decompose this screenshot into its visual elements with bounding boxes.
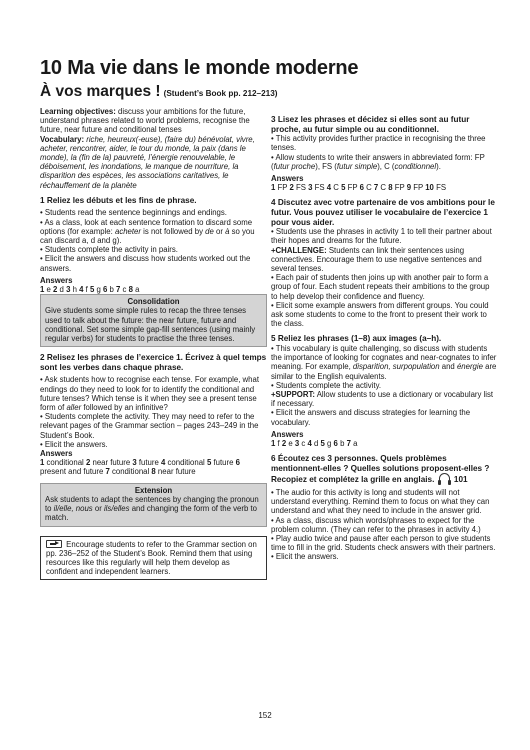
page-number: 152 [258,711,272,720]
exercise-5-answers: 1 f 2 e 3 c 4 d 5 g 6 b 7 a [271,439,358,449]
exercise-3-title: 3 Lisez les phrases et décidez si elles sont au futur proche, au futur simple ou au conditionnel. [271,115,470,134]
exercise-2-bullet: • Ask students how to recognise each tense. For example, what endings do they need to look for to identify the conditional and future tenses? Which tense is it when they see a present tense form of aller followed by an infinitive? [40,375,259,413]
grammar-note-text: Encourage students to refer to the Grammar section on pp. 236–252 of the Student’s Book. Remind them that using resources like this regularly will help them develop as confident and independent learners. [46,539,257,577]
exercise-3-answers: 1 FP 2 FS 3 FS 4 C 5 FP 6 C 7 C 8 FP 9 FP 10 FS [271,183,447,193]
exercise-2-answers-label: Answers [40,449,73,459]
exercise-5-support: +SUPPORT: Allow students to use a dictionary or vocabulary list if necessary. [271,390,494,409]
vocabulary-list: Vocabulary: riche, heureux(-euse), (faire du) bénévolat, vivre, acheter, rencontrer, aider, le tour du monde, la paix (dans le monde), la (fin de la) pauvreté, l’énergie renouvelable, le déboisement, les inondations, le manque de nourriture, la disparition des espèces, les associations caritatives, le réchauffement de la planète [40,134,255,190]
exercise-3-answers-label: Answers [271,174,304,183]
exercise-2-bullet: • Elicit the answers. [40,439,108,449]
section-reference: (Student’s Book pp. 212–213) [163,89,278,98]
exercise-2-bullet: • Students complete the activity. They may need to refer to the relevant pages of the Grammar section – pages 243–249 in the Student’s Book. [40,412,259,440]
extension-title: Extension [134,485,173,495]
exercise-6-bullet: • Play audio twice and pause after each person to give students time to fill in the grid. Students check answers with their partners. [271,534,496,553]
consolidation-title: Consolidation [127,297,180,307]
exercise-1-bullet: • Students complete the activity in pairs. [40,245,178,255]
exercise-6-title: 6 Écoutez ces 3 personnes. Quels problèmes mentionnent-elles ? Quelles solutions proposent-elles ? Recopiez et complétez la grille en anglais. 101 [271,454,490,485]
exercise-1-answers-label: Answers [40,275,73,285]
exercise-4-bullet: • Elicit some example answers from different groups. You could ask some students to come to the front to present their work to the class. [271,300,489,329]
section-title: À vos marques ! [40,83,161,100]
exercise-5-answers-label: Answers [271,429,304,439]
audio-track-number: 101 [453,475,468,485]
exercise-6-bullet: • The audio for this activity is long and students will not understand everything. Remind them to focus on what they can understand and what they need to include in the answer grid. [271,488,490,516]
headphones-icon[interactable] [439,473,450,483]
section-heading [40,83,278,101]
exercise-1-title: 1 Reliez les débuts et les fins de phrase. [40,195,197,205]
exercise-2-title: 2 Relisez les phrases de l’exercice 1. Écrivez à quel temps sont les verbes dans chaque phrase. [40,353,267,372]
exercise-3-bullet: • This activity provides further practice in recognising the three tenses. [271,134,486,153]
left-column [40,107,267,580]
exercise-5-bullet: • Elicit the answers and discuss strategies for learning the vocabulary. [271,408,471,427]
exercise-5-title: 5 Reliez les phrases (1–8) aux images (a–h). [271,334,442,344]
exercise-4-challenge: +CHALLENGE: Students can link their sentences using connectives. Encourage them to use negative sentences and several tenses. [271,245,482,273]
unit-title: 10 Ma vie dans le monde moderne [40,57,359,79]
exercise-4-title: 4 Discutez avec votre partenaire de vos ambitions pour le futur. Vous pouvez utiliser le vocabulaire de l’exercice 1 pour vous aider. [271,198,495,227]
consolidation-box [40,294,267,347]
grammar-note-box [40,536,267,581]
right-column [271,115,498,562]
consolidation-text: Give students some simple rules to recap the three tenses used to talk about the future: the near future, future and conditional. Set some simple gap-fill sentences (using mainly regular verbs) for students to practise the three tenses. [45,306,256,344]
exercise-6-bullet: • Elicit the answers. [271,552,339,562]
exercise-1-bullet: • Students read the sentence beginnings and endings. [40,208,227,218]
exercise-5-bullet: • Students complete the activity. [271,380,382,390]
exercise-1-bullet: • As a class, look at each sentence formation to discard some options (for example: acheter is not followed by de or à so you can discard a, d and g). [40,217,255,246]
exercise-5-bullet: • This vocabulary is quite challenging, so discuss with students the importance of looking for cognates and near-cognates to infer meaning. For example, disparition, surpopulation and énergie are similar to the English equivalents. [271,344,497,381]
arrow-right-icon [46,540,62,548]
extension-box [40,483,267,527]
exercise-4-bullet: • Students use the phrases in activity 1 to tell their partner about their hopes and dreams for the future. [271,227,492,246]
exercise-2-answers: 1 conditional 2 near future 3 future 4 conditional 5 future 6 present and future 7 conditional 8 near future [40,458,240,477]
exercise-3-bullet: • Allow students to write their answers in abbreviated form: FP (futur proche), FS (futur simple), C (conditionnel). [271,152,485,171]
exercise-4-bullet: • Each pair of students then joins up with another pair to form a group of four. Each student repeats their ambitions to the group to help develop their confidence and fluency. [271,273,490,301]
extension-text: Ask students to adapt the sentences by changing the pronoun to il/elle, nous or ils/elles and changing the form of the verb to match. [45,494,259,523]
learning-objectives: Learning objectives: discuss your ambitions for the future, understand phrases related to world problems, recognise the future, near future and conditional tenses [40,107,250,135]
exercise-1-answers: 1 e 2 d 3 h 4 f 5 g 6 b 7 c 8 a [40,285,140,295]
exercise-1-bullet: • Elicit the answers and discuss how students worked out the answers. [40,254,251,273]
exercise-6-bullet: • As a class, discuss which words/phrases to expect for the problem column. (They can refer to the phrases in activity 4.) [271,515,481,534]
